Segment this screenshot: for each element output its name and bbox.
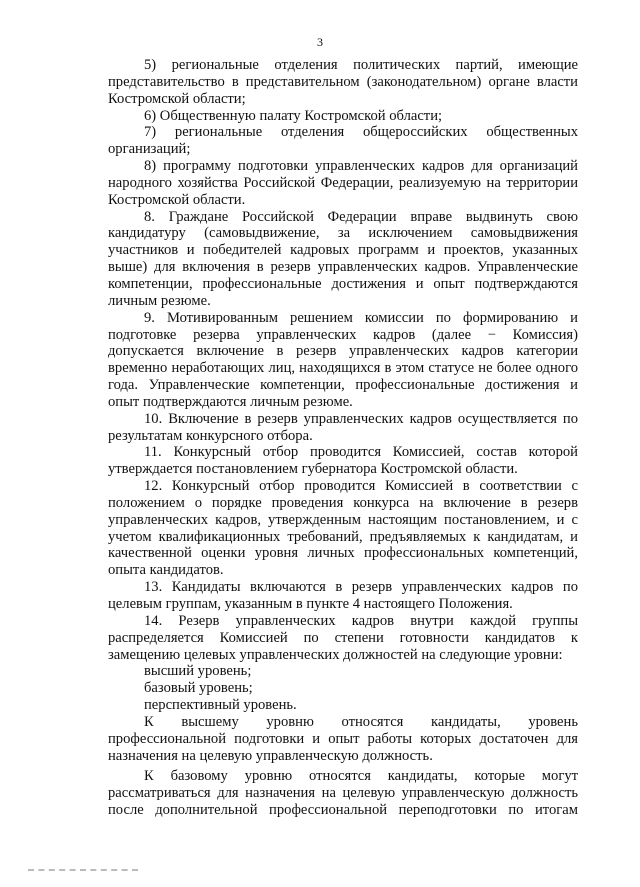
page-number: 3 bbox=[317, 35, 323, 49]
paragraph-item-5: 5) региональные отделения политических партий, имеющие представительство в представительном (законодательном) органе власти Костромской области; bbox=[108, 57, 578, 107]
level-item-basic: базовый уровень; bbox=[144, 680, 253, 697]
paragraph-clause-9: 9. Мотивированным решением комиссии по формированию и подготовке резерва управленческих кадров (далее − Комиссия) допускается включение в резерв управленческих кадров категории временно неработающих лиц, находящихся в этом статусе не более одного года. Управленческие компетенции, профессиональные достижения и опыт подтверждаются личным резюме. bbox=[108, 309, 578, 410]
paragraph-clause-12: 12. Конкурсный отбор проводится Комиссией в соответствии с положением о порядке проведения конкурса на включение в резерв управленческих кадров, утвержденным настоящим постановлением, и с учетом квалификационных требований, предъявляемых к кандидатам, и качественной оценки уровня личных профессиональных компетенций, опыта кандидатов. bbox=[108, 478, 578, 579]
paragraph-clause-8: 8. Граждане Российской Федерации вправе выдвинуть свою кандидатуру (самовыдвижение, за исключением самовыдвижения участников и победителей кадровых программ и проектов, указанных выше) для включения в резерв управленческих кадров. Управленческие компетенции, профессиональные достижения и опыт подтверждаются личным резюме. bbox=[108, 208, 578, 309]
paragraph-clause-13: 13. Кандидаты включаются в резерв управленческих кадров по целевым группам, указанным в пункте 4 настоящего Положения. bbox=[108, 579, 578, 612]
paragraph-basic-level: К базовому уровню относятся кандидаты, которые могут рассматриваться для назначения на целевую управленческую должность после дополнительной профессиональной переподготовки по итогам bbox=[108, 768, 578, 819]
paragraph-clause-11: 11. Конкурсный отбор проводится Комиссией, состав которой утверждается постановлением губернатора Костромской области. bbox=[108, 444, 578, 478]
document-body bbox=[108, 57, 578, 819]
paragraph-clause-10: 10. Включение в резерв управленческих кадров осуществляется по результатам конкурсного отбора. bbox=[108, 410, 578, 444]
paragraph-item-8: 8) программу подготовки управленческих кадров для организаций народного хозяйства Российской Федерации, реализуемую на территории Костромской области. bbox=[108, 158, 578, 208]
level-item-highest: высший уровень; bbox=[144, 663, 252, 680]
paragraph-highest-level: К высшему уровню относятся кандидаты, уровень профессиональной подготовки и опыт работы которых достаточен для назначения на целевую управленческую должность. bbox=[108, 713, 578, 764]
paragraph-clause-14: 14. Резерв управленческих кадров внутри каждой группы распределяется Комиссией по степени готовности кандидатов к замещению целевых управленческих должностей на следующие уровни: bbox=[108, 612, 578, 663]
paragraph-item-6: 6) Общественную палату Костромской области; bbox=[144, 107, 443, 124]
level-item-prospective: перспективный уровень. bbox=[144, 697, 297, 714]
footer-rule bbox=[28, 869, 138, 871]
paragraph-item-7: 7) региональные отделения общероссийских общественных организаций; bbox=[108, 124, 578, 158]
